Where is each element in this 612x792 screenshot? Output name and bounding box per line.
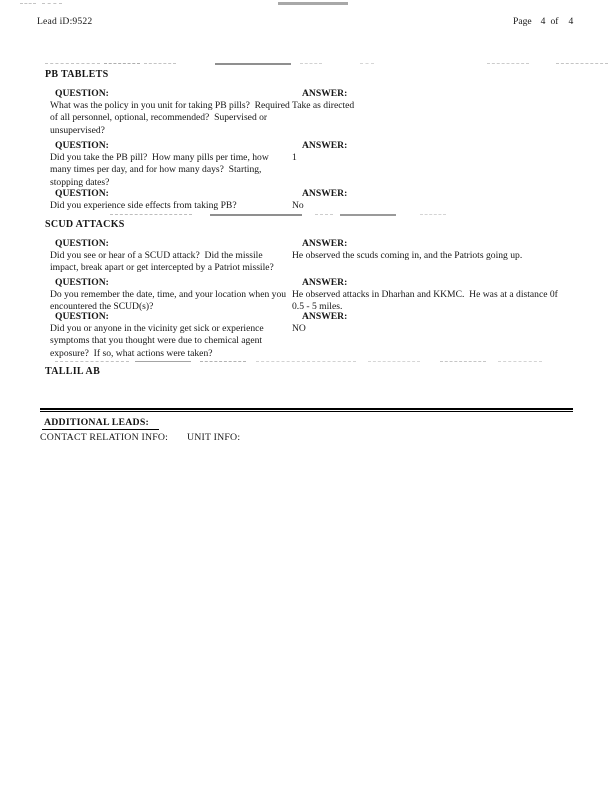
additional-leads-section [40, 408, 573, 444]
answer-label: ANSWER: [302, 311, 348, 322]
scan-artifact-line [0, 2, 612, 6]
question-text: Did you experience side effects from taking PB? [50, 200, 237, 211]
answer-column [292, 187, 572, 212]
answer-label: ANSWER: [302, 188, 348, 199]
answer-column [292, 139, 572, 164]
question-text: Did you or anyone in the vicinity get sick or experience symptoms that you thought were due to chemical agent exposure? If so, what actions were taken? [50, 323, 267, 359]
qa-row [0, 276, 612, 314]
answer-label: ANSWER: [302, 88, 348, 99]
question-column [50, 237, 292, 275]
question-label: QUESTION: [55, 140, 109, 151]
question-label: QUESTION: [55, 188, 109, 199]
page-current: 4 [540, 16, 546, 27]
section-title-pb-tablets: PB TABLETS [45, 69, 109, 80]
answer-label: ANSWER: [302, 140, 348, 151]
page-of: of [550, 16, 559, 27]
answer-text: Take as directed [292, 100, 355, 111]
question-label: QUESTION: [55, 311, 109, 322]
page-total: 4 [568, 16, 574, 27]
answer-column [292, 310, 572, 335]
question-column [50, 276, 292, 314]
additional-leads-label: ADDITIONAL LEADS: [42, 417, 159, 430]
qa-row [0, 139, 612, 189]
answer-text: No [292, 200, 304, 211]
question-label: QUESTION: [55, 238, 109, 249]
page-number [513, 16, 573, 27]
answer-text: NO [292, 323, 306, 334]
question-column [50, 310, 292, 360]
answer-column [292, 276, 572, 314]
qa-row [0, 87, 612, 137]
answer-column [292, 87, 572, 112]
unit-info-label: UNIT INFO: [187, 432, 241, 443]
section-title-tallil-ab: TALLIL AB [45, 366, 101, 377]
scan-artifact-line [0, 62, 612, 66]
question-label: QUESTION: [55, 88, 109, 99]
answer-text: 1 [292, 152, 297, 163]
question-column [50, 187, 292, 212]
page-word: Page [513, 16, 532, 27]
section-title-scud-attacks: SCUD ATTACKS [45, 219, 125, 230]
question-text: Do you remember the date, time, and your location when you encountered the SCUD(s)? [50, 289, 289, 313]
answer-label: ANSWER: [302, 277, 348, 288]
scan-artifact-line [0, 360, 612, 364]
lead-id: Lead iD:9522 [37, 16, 93, 27]
answer-text: He observed attacks in Dharhan and KKMC. He was at a distance 0f 0.5 - 5 miles. [292, 289, 561, 313]
question-column [50, 139, 292, 189]
footer-info-line [40, 432, 573, 444]
scan-artifact-line [0, 213, 612, 217]
qa-row [0, 310, 612, 360]
question-label: QUESTION: [55, 277, 109, 288]
answer-text: He observed the scuds coming in, and the Patriots going up. [292, 250, 523, 261]
answer-label: ANSWER: [302, 238, 348, 249]
qa-row [0, 187, 612, 212]
qa-row [0, 237, 612, 275]
question-text: Did you see or hear of a SCUD attack? Did the missile impact, break apart or get intercepted by a Patriot missile? [50, 250, 274, 274]
question-text: Did you take the PB pill? How many pills per time, how many times per day, and for how many days? Starting, stopping dates? [50, 152, 272, 188]
horizontal-rule-thick [40, 408, 573, 410]
contact-relation-info-label: CONTACT RELATION INFO: [40, 432, 169, 443]
question-column [50, 87, 292, 137]
question-text: What was the policy in you unit for taking PB pills? Required of all personnel, optional, recommended? Supervised or unsupervised? [50, 100, 293, 136]
answer-column [292, 237, 572, 262]
